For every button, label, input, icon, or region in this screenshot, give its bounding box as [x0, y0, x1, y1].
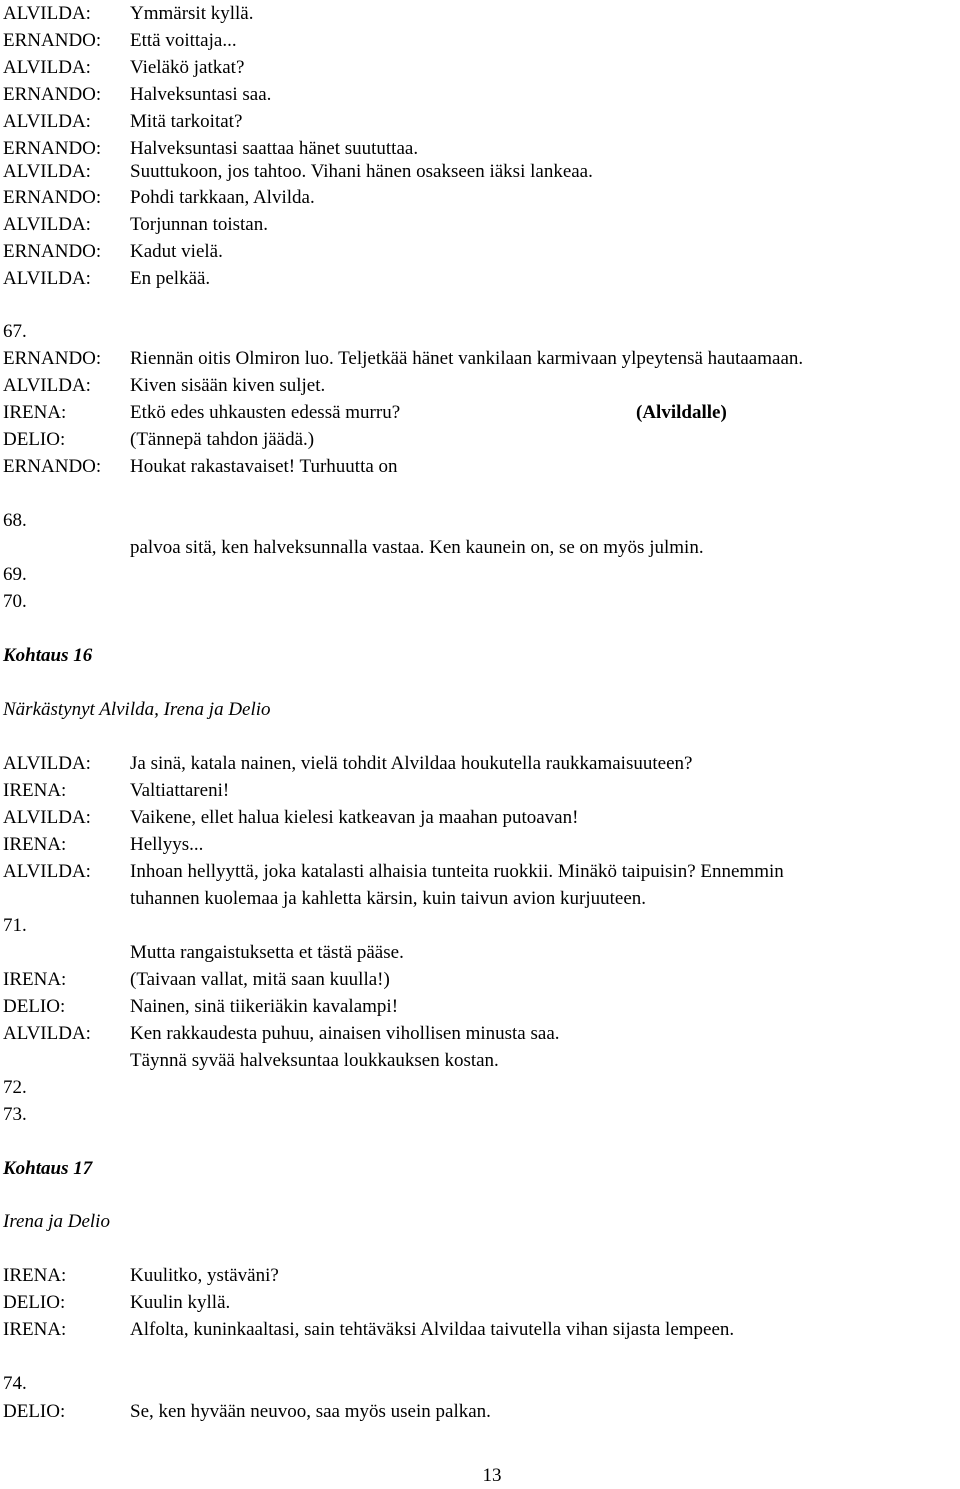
speaker-label: ALVILDA: — [3, 3, 91, 24]
dialogue-text: Että voittaja... — [130, 30, 237, 51]
speaker-label: IRENA: — [3, 1265, 67, 1286]
speaker-label: ALVILDA: — [3, 753, 91, 774]
dialogue-text: Hellyys... — [130, 834, 204, 855]
speaker-label: ERNANDO: — [3, 138, 102, 159]
speaker-label: IRENA: — [3, 1319, 67, 1340]
speaker-label: DELIO: — [3, 429, 66, 450]
speaker-label: IRENA: — [3, 402, 67, 423]
dialogue-text: Halveksuntasi saattaa hänet suututtaa. — [130, 138, 419, 159]
dialogue-text: Alfolta, kuninkaaltasi, sain tehtäväksi Alvildaa taivutella vihan sijasta lempeen. — [130, 1319, 735, 1340]
dialogue-text: Nainen, sinä tiikeriäkin kavalampi! — [130, 996, 399, 1017]
dialogue-text: Kuulitko, ystäväni? — [130, 1265, 279, 1286]
dialogue-text: Se, ken hyvään neuvoo, saa myös usein palkan. — [130, 1401, 491, 1422]
dialogue-text: Valtiattareni! — [130, 780, 230, 801]
line-number: 73. — [3, 1104, 27, 1125]
dialogue-text: tuhannen kuolemaa ja kahletta kärsin, kuin taivun avion kurjuuteen. — [130, 888, 647, 909]
stage-direction: Närkästynyt Alvilda, Irena ja Delio — [3, 699, 271, 720]
dialogue-text: Mutta rangaistuksetta et tästä pääse. — [130, 942, 404, 963]
dialogue-text: Kuulin kyllä. — [130, 1292, 231, 1313]
dialogue-text: Mitä tarkoitat? — [130, 111, 243, 132]
line-number: 74. — [3, 1373, 27, 1394]
speaker-label: ALVILDA: — [3, 214, 91, 235]
dialogue-text: Ymmärsit kyllä. — [130, 3, 254, 24]
speaker-label: DELIO: — [3, 1401, 66, 1422]
speaker-label: ERNANDO: — [3, 456, 102, 477]
dialogue-text: Kiven sisään kiven suljet. — [130, 375, 326, 396]
dialogue-text: Suuttukoon, jos tahtoo. Vihani hänen osakseen iäksi lankeaa. — [130, 161, 593, 182]
speaker-label: IRENA: — [3, 969, 67, 990]
line-number: 69. — [3, 564, 27, 585]
speaker-label: DELIO: — [3, 1292, 66, 1313]
dialogue-text: Vaikene, ellet halua kielesi katkeavan ja maahan putoavan! — [130, 807, 579, 828]
speaker-label: ALVILDA: — [3, 861, 91, 882]
speaker-label: DELIO: — [3, 996, 66, 1017]
speaker-label: IRENA: — [3, 780, 67, 801]
page-number: 13 — [482, 1465, 502, 1486]
dialogue-text: Ja sinä, katala nainen, vielä tohdit Alvildaa houkutella raukkamaisuuteen? — [130, 753, 693, 774]
dialogue-text: (Taivaan vallat, mitä saan kuulla!) — [130, 969, 390, 990]
dialogue-text: En pelkää. — [130, 268, 211, 289]
speaker-label: ALVILDA: — [3, 161, 91, 182]
speaker-label: ALVILDA: — [3, 1023, 91, 1044]
speaker-label: ERNANDO: — [3, 84, 102, 105]
speaker-label: ERNANDO: — [3, 30, 102, 51]
dialogue-text: Houkat rakastavaiset! Turhuutta on — [130, 456, 398, 477]
line-number: 68. — [3, 510, 27, 531]
dialogue-text: Pohdi tarkkaan, Alvilda. — [130, 187, 315, 208]
dialogue-text: Vieläkö jatkat? — [130, 57, 245, 78]
dialogue-text: Halveksuntasi saa. — [130, 84, 272, 105]
dialogue-text: Etkö edes uhkausten edessä murru? — [130, 402, 401, 423]
scene-heading: Kohtaus 16 — [3, 645, 93, 666]
line-number: 72. — [3, 1077, 27, 1098]
speaker-label: ERNANDO: — [3, 348, 102, 369]
scene-heading: Kohtaus 17 — [3, 1158, 93, 1179]
speaker-label: ALVILDA: — [3, 807, 91, 828]
speaker-label: ERNANDO: — [3, 187, 102, 208]
dialogue-text: Riennän oitis Olmiron luo. Teljetkää hänet vankilaan karmivaan ylpeytensä hautaamaan. — [130, 348, 804, 369]
speaker-label: ALVILDA: — [3, 375, 91, 396]
speaker-label: ALVILDA: — [3, 57, 91, 78]
dialogue-text: palvoa sitä, ken halveksunnalla vastaa. Ken kaunein on, se on myös julmin. — [130, 537, 704, 558]
dialogue-text: Kadut vielä. — [130, 241, 223, 262]
line-number: 70. — [3, 591, 27, 612]
speaker-label: IRENA: — [3, 834, 67, 855]
stage-direction: Irena ja Delio — [3, 1211, 110, 1232]
speaker-label: ALVILDA: — [3, 111, 91, 132]
dialogue-text: Ken rakkaudesta puhuu, ainaisen vihollisen minusta saa. — [130, 1023, 560, 1044]
stage-note: (Alvildalle) — [636, 402, 727, 423]
speaker-label: ERNANDO: — [3, 241, 102, 262]
line-number: 71. — [3, 915, 27, 936]
dialogue-text: (Tännepä tahdon jäädä.) — [130, 429, 315, 450]
dialogue-text: Torjunnan toistan. — [130, 214, 268, 235]
line-number: 67. — [3, 321, 27, 342]
speaker-label: ALVILDA: — [3, 268, 91, 289]
dialogue-text: Inhoan hellyyttä, joka katalasti alhaisia tunteita ruokkii. Minäkö taipuisin? Ennemmin — [130, 861, 784, 882]
dialogue-text: Täynnä syvää halveksuntaa loukkauksen kostan. — [130, 1050, 499, 1071]
